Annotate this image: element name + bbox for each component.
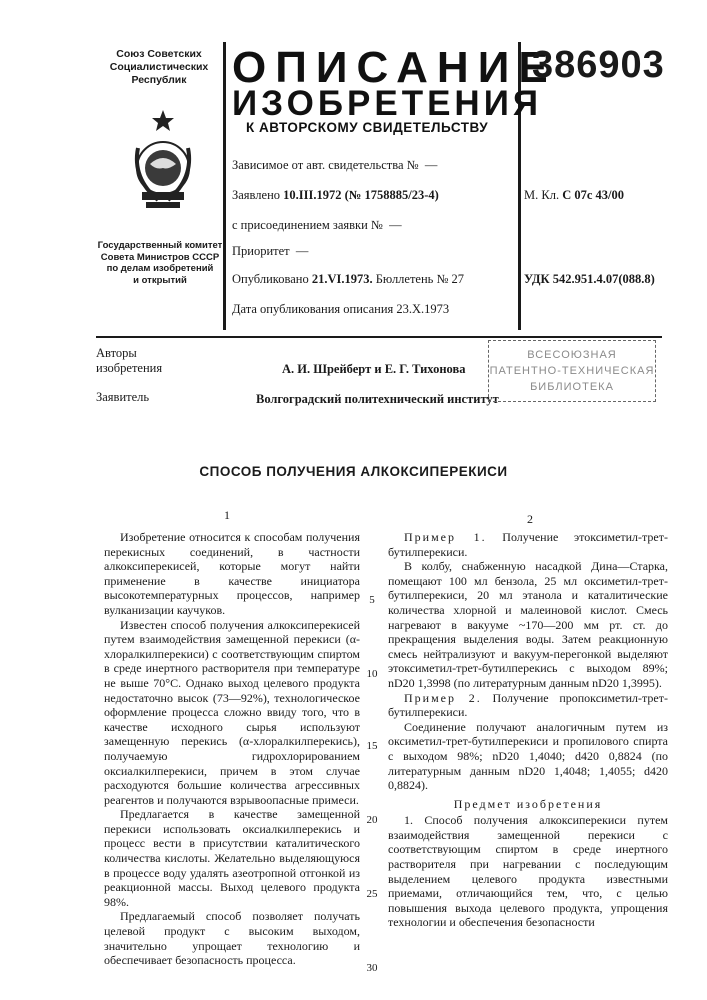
col1-paragraph-2: Известен способ получения алкоксиперекисей путем взаимодействия замещенной перекиси (α-хлоралкилперекиси) с соответствующим спиртом в среде инертного растворителя при температуре не выше 70°С. Однако выход целевого продукта недостаточно высок (73—92%), технологическое оформление процесса сложно ввиду того, что в качестве исходного сырья используют замещенную перекись (α-хлоралкилперекись), получаемую гидрохлорированием оксиалкилперекиси, причем в этом случае расходуются большие количества агрессивных реагентов и получаются взрывоопасные примеси.	[104, 618, 360, 808]
column-number-2: 2	[525, 512, 535, 527]
addition-label: с присоединением заявки №	[232, 218, 383, 232]
dependent-label: Зависимое от авт. свидетельства №	[232, 158, 419, 172]
claim-1: 1. Способ получения алкоксиперекиси путем взаимодействия замещенной перекиси с соответствующим спиртом в среде инертного растворителя при нагревании с последующим выделением целевого продукта известными приемами, отличающийся тем, что, с целью повышения выхода целевого продукта, упрощения технологии и обеспечения безопасности	[388, 813, 668, 930]
addition-row	[232, 218, 402, 233]
authors-label-line-1: Авторы	[96, 346, 162, 361]
stamp-line-2: ПАТЕНТНО-ТЕХНИЧЕСКАЯ	[489, 363, 655, 379]
column-number-1: 1	[222, 508, 232, 523]
right-column	[388, 530, 668, 930]
line-number: 30	[362, 962, 382, 974]
col1-paragraph-4: Предлагаемый способ позволяет получать целевой продукт с высоким выходом, значительно упрощает технологию и обеспечивает безопасность процесса.	[104, 909, 360, 967]
addition-value: —	[389, 218, 402, 232]
issuing-country	[100, 48, 218, 87]
published-row	[232, 272, 464, 287]
line-number: 10	[362, 668, 382, 680]
stamp-line-1: ВСЕСОЮЗНАЯ	[489, 347, 655, 363]
col1-paragraph-1: Изобретение относится к способам получения перекисных соединений, в частности алкоксиперекисей, которые могут найти применение в качестве инициатора высокотемпературных процессов, например вулканизации каучуков.	[104, 530, 360, 618]
authors-label-line-2: изобретения	[96, 361, 162, 376]
doc-type-title: ОПИСАНИЕ	[232, 44, 557, 92]
applicant-name: Волгоградский политехнический институт	[256, 392, 499, 407]
udk-code: УДК 542.951.4.07(088.8)	[524, 272, 655, 287]
filed-label: Заявлено	[232, 188, 280, 202]
authors-names: А. И. Шрейберт и Е. Г. Тихонова	[282, 362, 465, 377]
example-1-label: Пример 1.	[404, 530, 487, 544]
stamp-line-3: БИБЛИОТЕКА	[489, 379, 655, 395]
header-rule	[96, 336, 662, 338]
committee-name	[96, 240, 224, 286]
line-number: 20	[362, 814, 382, 826]
header-divider-left	[223, 42, 226, 330]
example-2-text: Соединение получают аналогичным путем из оксиметил-трет-бутилперекиси и пропилового спирта с выходом 98%; nD20 1,4040; d420 0,8824 (по литературным данным nD20 1,4048; 1,4055; d420 0,8824).	[388, 720, 668, 793]
org-line-2: Социалистических	[100, 61, 218, 74]
org-line-1: Союз Советских	[100, 48, 218, 61]
line-number: 5	[362, 594, 382, 606]
doc-type-subtitle: ИЗОБРЕТЕНИЯ	[232, 84, 542, 124]
filed-row	[232, 188, 439, 203]
example-2-title: Получение пропоксиметил-трет-бутилперекиси.	[388, 691, 668, 720]
applicant-label: Заявитель	[96, 390, 149, 405]
authors-label	[96, 346, 162, 376]
state-emblem-icon	[128, 108, 198, 218]
example-1-heading	[388, 530, 668, 559]
example-2-label: Пример 2.	[404, 691, 482, 705]
committee-line-1: Государственный комитет	[96, 240, 224, 252]
library-stamp	[488, 340, 656, 402]
filed-value: 10.III.1972 (№ 1758885/23-4)	[283, 188, 439, 202]
mkl-row	[524, 188, 624, 203]
example-2-heading	[388, 691, 668, 720]
committee-line-3: по делам изобретений	[96, 263, 224, 275]
org-line-3: Республик	[100, 74, 218, 87]
published-label: Опубликовано	[232, 272, 309, 286]
patent-number: 386903	[532, 44, 665, 87]
left-column	[104, 530, 360, 968]
committee-line-2: Совета Министров СССР	[96, 252, 224, 264]
line-number: 25	[362, 888, 382, 900]
example-1-title: Получение этоксиметил-трет-бутилперекиси.	[388, 530, 668, 559]
mkl-value: С 07с 43/00	[562, 188, 624, 202]
priority-row	[232, 244, 308, 259]
published-value: 21.VI.1973.	[312, 272, 373, 286]
committee-line-4: и открытий	[96, 275, 224, 287]
line-number: 15	[362, 740, 382, 752]
priority-value: —	[296, 244, 309, 258]
priority-label: Приоритет	[232, 244, 290, 258]
example-1-text: В колбу, снабженную насадкой Дина—Старка, помещают 100 мл бензола, 25 мл оксиметил-трет-бутилперекиси, 20 мл этанола и каталитические количества хлорной и малеиновой кислот. Смесь нагревают в вакууме ~170—200 мм рт. ст. до прекращения выделения воды. Затем реакционную смесь нейтрализуют и вакуум-перегонкой выделяют этоксиметил-трет-бутилперекись с выходом 89%; nD20 1,3998 (по литературным данным nD20 1,3995).	[388, 559, 668, 690]
dependent-value: —	[425, 158, 438, 172]
certificate-type: К АВТОРСКОМУ СВИДЕТЕЛЬСТВУ	[246, 120, 488, 135]
bulletin: Бюллетень № 27	[376, 272, 464, 286]
mkl-label: М. Кл.	[524, 188, 559, 202]
claims-heading: Предмет изобретения	[388, 797, 668, 812]
col1-paragraph-3: Предлагается в качестве замещенной перекиси использовать оксиалкилперекись и процесс вести в присутствии каталитического количества кислоты. Желательно выделяющуюся в процессе воду удалять азеотропной отгонкой из реакционной массы. Выход целевого продукта 98%.	[104, 807, 360, 909]
dependent-row	[232, 158, 437, 173]
description-date: Дата опубликования описания 23.X.1973	[232, 302, 449, 317]
invention-title: СПОСОБ ПОЛУЧЕНИЯ АЛКОКСИПЕРЕКИСИ	[0, 464, 707, 479]
